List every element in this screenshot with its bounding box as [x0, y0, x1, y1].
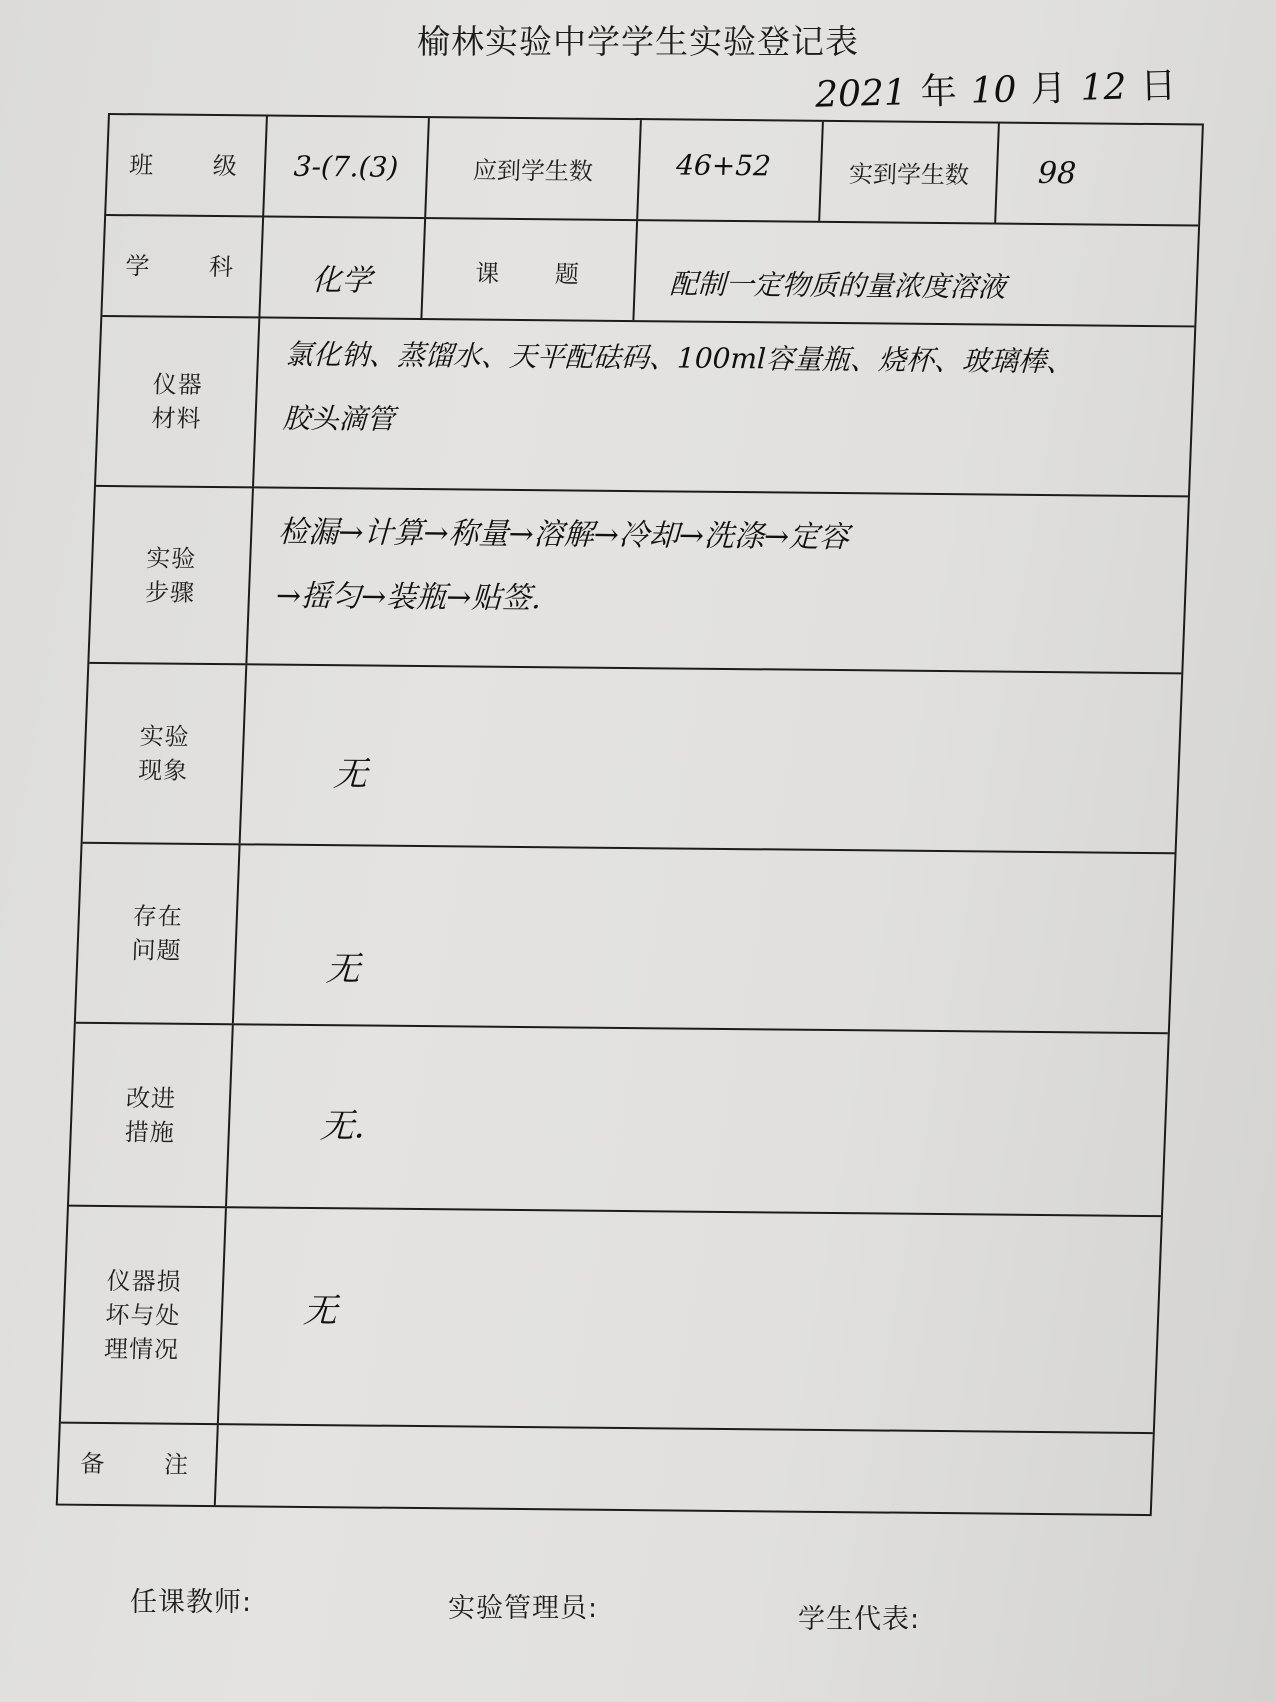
materials-line1: 氯化钠、蒸馏水、天平配砝码、100ml容量瓶、烧杯、玻璃棒、 — [284, 337, 1075, 379]
actual-students-label: 实到学生数 — [820, 122, 1000, 223]
materials-label — [96, 317, 260, 486]
problems-label-line2: 问题 — [131, 936, 183, 965]
subject-label: 学 科 — [102, 216, 264, 316]
damage-label — [61, 1207, 227, 1423]
date-line — [814, 57, 1177, 117]
problems-value: 无 — [325, 949, 361, 990]
table-row-damage — [61, 1207, 1161, 1434]
phenomena-label-line2: 现象 — [137, 756, 189, 785]
phenomena-label — [83, 664, 248, 843]
remarks-value — [216, 1425, 1153, 1514]
date-day: 12 — [1079, 66, 1127, 109]
steps-content — [247, 488, 1188, 672]
problems-label-line1: 存在 — [132, 902, 184, 931]
table-row-remarks — [58, 1424, 1153, 1514]
table-row-phenomena — [83, 664, 1182, 854]
materials-line2: 胶头滴管 — [281, 401, 396, 436]
footer-teacher: 任课教师: — [130, 1587, 253, 1618]
damage-value: 无 — [302, 1290, 338, 1331]
damage-label-line3: 理情况 — [103, 1334, 180, 1364]
table-row-class — [106, 115, 1202, 226]
topic-label: 课 题 — [422, 219, 638, 320]
materials-label-line2: 材料 — [151, 404, 203, 433]
improvements-label-line2: 措施 — [124, 1117, 176, 1147]
materials-label-line1: 仪器 — [152, 370, 204, 399]
class-label: 班 级 — [106, 115, 268, 215]
phenomena-label-line1: 实验 — [139, 722, 191, 751]
footer-student-rep: 学生代表: — [798, 1604, 921, 1635]
remarks-label: 备 注 — [58, 1424, 219, 1505]
damage-label-line2: 坏与处 — [104, 1300, 181, 1330]
table-row-problems — [76, 844, 1175, 1034]
table-row-materials — [96, 317, 1194, 497]
steps-label — [89, 487, 254, 663]
steps-label-line2: 步骤 — [144, 577, 196, 607]
form-title: 榆林实验中学学生实验登记表 — [417, 22, 859, 61]
date-month-label: 月 — [1029, 68, 1068, 111]
table-row-subject — [102, 216, 1198, 327]
steps-line2: →摇匀→装瓶→贴签. — [275, 578, 542, 617]
table-row-steps — [89, 487, 1188, 674]
improvements-label — [69, 1024, 234, 1206]
phenomena-value: 无 — [332, 754, 369, 795]
materials-content — [254, 318, 1194, 495]
date-year: 2021 — [814, 72, 908, 116]
damage-label-line1: 仪器损 — [106, 1266, 183, 1296]
date-year-label: 年 — [920, 71, 958, 113]
steps-label-line1: 实验 — [145, 543, 197, 573]
topic-value: 配制一定物质的量浓度溶液 — [669, 267, 1007, 304]
footer-lab-admin: 实验管理员: — [448, 1593, 599, 1624]
expected-students-label: 应到学生数 — [426, 118, 642, 219]
expected-students-value: 46+52 — [638, 120, 824, 221]
class-value: 3-(7.(3) — [264, 117, 430, 218]
actual-students-value: 98 — [1037, 155, 1077, 192]
subject-value: 化学 — [260, 218, 426, 319]
table-row-improvements — [69, 1024, 1168, 1217]
date-day-label: 日 — [1139, 65, 1177, 108]
problems-label — [76, 844, 241, 1023]
improvements-value: 无. — [319, 1105, 366, 1147]
steps-line1: 检漏→计算→称量→溶解→冷却→洗涤→定容 — [277, 514, 850, 556]
date-month: 10 — [970, 69, 1018, 112]
registration-table — [56, 113, 1204, 1516]
improvements-label-line1: 改进 — [125, 1083, 177, 1113]
